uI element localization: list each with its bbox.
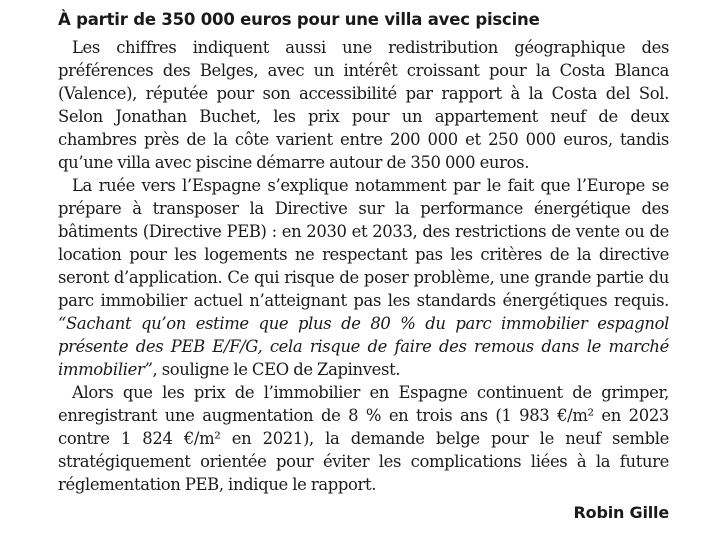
paragraph-2-intro: La ruée vers l’Espagne s’explique notamment par le fait que l’Europe se prépare à transposer la Directive sur la performance énergétique des bâtiments (Directive PEB) : en 2030 et 2033, des restrictions de vente ou de location pour les logements ne respectant pas les critères de la directive seront d’application. Ce qui risque de poser problème, une grande partie du parc immobilier actuel n’atteignant pas les standards énergétiques requis. xyxy=(58,176,669,310)
article-paragraph-2 xyxy=(58,174,669,381)
paragraph-2-outro: , souligne le CEO de Zapinvest. xyxy=(152,360,401,379)
article-paragraph-3: Alors que les prix de l’immobilier en Espagne continuent de grimper, enregistrant une augmentation de 8 % en trois ans (1 983 €/m² en 2023 contre 1 824 €/m² en 2021), la demande belge pour le neuf semble stratégiquement orientée pour éviter les complications liées à la future réglementation PEB, indique le rapport. xyxy=(58,383,669,494)
ceo-quote: “Sachant qu’on estime que plus de 80 % du parc immobilier espagnol présente des PEB E/F/G, cela risque de faire des remous dans le marché immobilier” xyxy=(58,314,669,379)
article-subheading: À partir de 350 000 euros pour une villa avec piscine xyxy=(58,10,540,29)
article-paragraph-1: Les chiffres indiquent aussi une redistribution géographique des préférences des Belges, avec un intérêt croissant pour la Costa Blanca (Valence), réputée pour son accessibilité par rapport à la Costa del Sol. Selon Jonathan Buchet, les prix pour un appartement neuf de deux chambres près de la côte varient entre 200 000 et 250 000 euros, tandis qu’une villa avec piscine démarre autour de 350 000 euros. xyxy=(58,38,669,172)
author-byline: Robin Gille xyxy=(573,503,669,522)
article xyxy=(58,8,669,525)
